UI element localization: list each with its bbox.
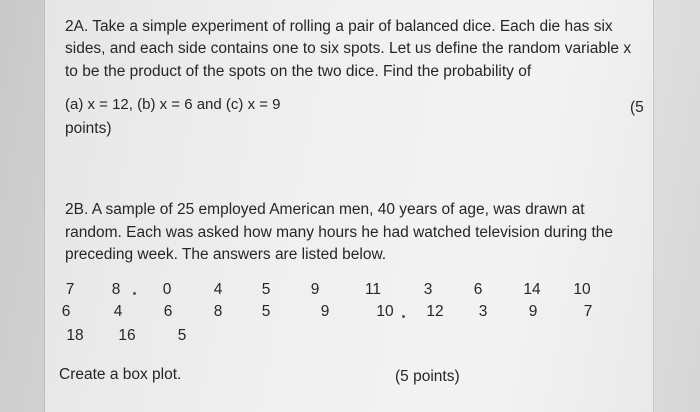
data-value: 10	[573, 281, 591, 298]
data-value: 6	[163, 303, 173, 320]
data-value: 12	[426, 303, 444, 320]
decorative-dot	[133, 292, 136, 295]
q2b-points: (5 points)	[395, 368, 460, 385]
data-value: 14	[523, 281, 541, 298]
data-value: 5	[261, 281, 271, 298]
data-value: 4	[213, 281, 223, 298]
data-value: 5	[177, 327, 187, 344]
data-value: 7	[65, 281, 75, 298]
q2b-line-3: preceding week. The answers are listed below.	[65, 246, 387, 263]
q2b-task: Create a box plot.	[59, 366, 182, 383]
document-page	[44, 0, 654, 412]
data-value: 7	[583, 303, 593, 320]
data-value: 3	[478, 303, 488, 320]
decorative-dot	[402, 315, 405, 318]
data-value: 8	[111, 281, 121, 298]
data-value: 10	[376, 303, 394, 320]
q2a-parts: (a) x = 12, (b) x = 6 and (c) x = 9	[65, 96, 281, 113]
q2b-line-2: random. Each was asked how many hours he had watched television during the	[65, 224, 613, 241]
q2b-line-1: 2B. A sample of 25 employed American men, 40 years of age, was drawn at	[65, 201, 585, 218]
q2a-points-open: (5	[630, 99, 644, 116]
data-value: 9	[320, 303, 330, 320]
data-value: 6	[473, 281, 483, 298]
data-value: 18	[66, 327, 84, 344]
data-value: 6	[61, 303, 71, 320]
q2a-points-close: points)	[65, 120, 112, 137]
data-value: 9	[310, 281, 320, 298]
q2a-line-3: to be the product of the spots on the two dice. Find the probability of	[65, 63, 532, 80]
data-value: 0	[162, 281, 172, 298]
data-value: 3	[423, 281, 433, 298]
data-value: 4	[113, 303, 123, 320]
q2a-line-2: sides, and each side contains one to six spots. Let us define the random variable x	[65, 40, 632, 57]
data-value: 16	[118, 327, 136, 344]
data-value: 5	[261, 303, 271, 320]
data-value: 8	[213, 303, 223, 320]
data-value: 9	[528, 303, 538, 320]
q2a-line-1: 2A. Take a simple experiment of rolling a pair of balanced dice. Each die has six	[65, 18, 613, 35]
data-value: 11	[364, 281, 382, 298]
